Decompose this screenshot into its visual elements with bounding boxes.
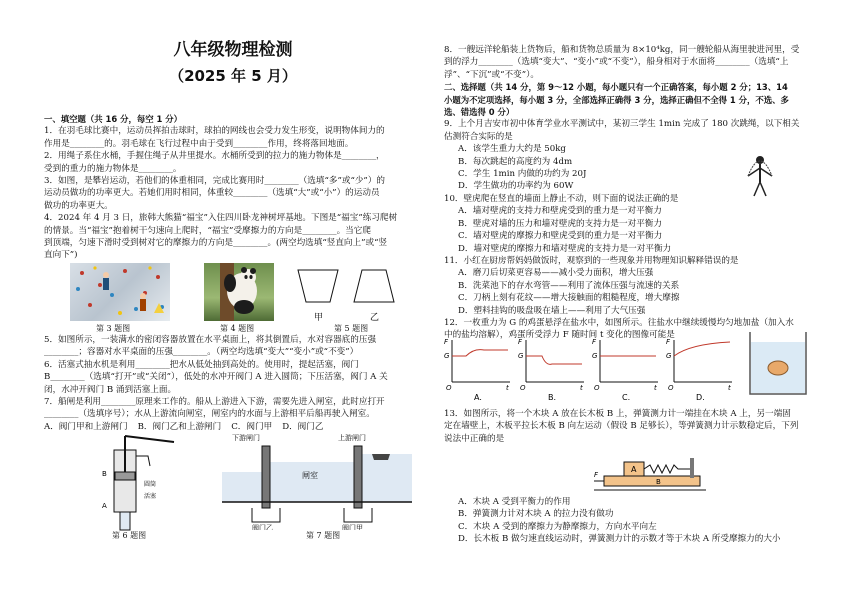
graph-b [518, 338, 584, 402]
q7-line2: ________（选填序号）；水从上游流向闸室，闸室内的水面与上游相平后船再驶入闸室。 [44, 409, 375, 420]
graph-c-axis-o: O [594, 384, 600, 392]
q2-line1: 2．用绳子系住水桶，手握住绳子从井里提水。水桶所受到的拉力的施力物体是________， [44, 151, 385, 162]
fig3-caption: 第 3 题图 [96, 324, 131, 333]
fig13-label-f: F [594, 471, 599, 479]
section2-heading-1: 二、选择题（共 14 分，第 9～12 小题，每小题只有一个正确答案，每小题 2 分；13、14 [444, 82, 788, 93]
q11-option-a[interactable]: A．磨刀后切菜更容易——减小受力面积，增大压强 [458, 268, 654, 279]
climbing-wall-image [70, 263, 170, 321]
q4-line1: 4．2024 年 4 月 3 日，旅韩大熊猫“福宝”入住四川卧龙神树坪基地。下图是“福宝”练习爬树 [44, 213, 398, 224]
q4-line3: 到顶端，匀速下滑时受到树对它的摩擦力的方向是________。(两空均选填“竖直向上”或“竖 [44, 238, 388, 249]
q7-option-c[interactable]: C．阀门甲 [231, 421, 273, 432]
egg-beaker-figure [744, 328, 812, 398]
graph-d [666, 338, 732, 402]
graph-b-axis-g: G [518, 352, 524, 360]
containers-figure [292, 266, 402, 324]
block-spring-figure [594, 456, 714, 492]
fig7-label-valve-jia: 阀门甲 [342, 524, 363, 530]
q7-option-b[interactable]: B．阀门乙和上游闸门 [137, 421, 222, 432]
q11-option-c[interactable]: C．刀柄上刻有花纹——增大接触面的粗糙程度，增大摩擦 [458, 293, 680, 304]
q12-graphs [444, 336, 734, 402]
q13-line3: 说法中正确的是 [444, 433, 505, 444]
fig13-label-b: B [656, 478, 661, 486]
fig5-caption: 第 5 题图 [334, 324, 369, 333]
graph-a [444, 338, 510, 402]
q5-line2: ________；容器对水平桌面的压强________。（两空均选填“变大”“变小”或“不变”） [44, 347, 359, 358]
q10-option-d[interactable]: D．墙对壁虎的摩擦力和墙对壁虎的支持力是一对平衡力 [458, 243, 672, 254]
section1-heading: 一、填空题（共 16 分，每空 1 分） [44, 114, 183, 124]
fig7-label-valve-yi: 阀门乙 [252, 524, 273, 530]
q3-line1: 3．如图，是攀岩运动，若他们的体重相同，完成比赛用时________（选填“多”或“少”）的 [44, 176, 386, 187]
q9-option-b[interactable]: B．每次跳起的高度约为 4dm [458, 156, 573, 167]
q9-line2: 估测符合实际的是 [444, 131, 513, 142]
q4-line4: 直向下”) [44, 250, 78, 261]
q11-option-d[interactable]: D．塑料挂钩的吸盘吸在墙上——利用了大气压强 [458, 305, 646, 316]
q7-option-a[interactable]: A．阀门甲和上游闸门 [44, 421, 128, 432]
q6-line2: B________（选填“打开”或“关闭”），低处的水冲开阀门 A 进入圆筒；下压活塞，阀门 A 关 [44, 372, 388, 383]
q13-option-c[interactable]: C．木块 A 受到的摩擦力为静摩擦力，方向水平向左 [458, 521, 657, 532]
q9-line1: 9．上个月吉安市初中体育学业水平测试中，某初三学生 1min 完成了 180 次跳绳，以下相关 [444, 119, 800, 130]
q13-option-d[interactable]: D．长木板 B 做匀速直线运动时，弹簧测力计的示数才等于木块 A 所受摩擦力的大小 [458, 534, 781, 545]
graph-c-axis-t: t [654, 384, 657, 392]
q6-line3: 闭，水冲开阀门 B 涌到活塞上面。 [44, 384, 177, 395]
graph-d-axis-g: G [666, 352, 672, 360]
graph-b-label: B. [548, 393, 557, 402]
fig4-caption: 第 4 题图 [220, 324, 255, 333]
fig7-label-lock-chamber: 闸室 [302, 471, 318, 480]
fig13-label-a: A [631, 465, 637, 474]
graph-d-label: D. [696, 393, 705, 402]
q6-line1: 6．活塞式抽水机是利用________把水从低处抽到高处的。使用时，提起活塞，阀门 [44, 359, 359, 370]
q13-line1: 13．如图所示，将一个木块 A 放在长木板 B 上，弹簧测力计一端挂在木块 A 上，另一端固 [444, 409, 791, 419]
graph-b-axis-f: F [518, 338, 523, 346]
panda-image [204, 263, 274, 321]
q2-line2: 受到的重力的施力物体是________。 [44, 163, 182, 174]
q9-option-c[interactable]: C．学生 1min 内做的功约为 20J [458, 169, 587, 180]
graph-c [592, 338, 658, 402]
q8-line3: 浮”、“下沉”或“不变”）。 [444, 69, 540, 80]
jump-rope-figure [740, 152, 780, 202]
q10-option-b[interactable]: B．壁虎对墙的压力和墙对壁虎的支持力是一对平衡力 [458, 218, 662, 229]
q1-line1: 1．在羽毛球比赛中，运动员挥拍击球时，球拍的网线也会受力发生形变，说明物体间力的 [44, 126, 385, 137]
graph-c-label: C. [622, 393, 631, 402]
fig6-caption: 第 6 题图 [112, 531, 147, 540]
exam-date: （2025 年 5 月） [169, 67, 297, 85]
graph-c-axis-g: G [592, 352, 598, 360]
fig7-caption: 第 7 题图 [306, 531, 341, 540]
fig6-label-a: A [102, 502, 107, 510]
q8-line2: 到的浮力________（选填“变大”、“变小”或“不变”），船身相对于水面将________（选填“上 [444, 57, 789, 68]
graph-b-axis-o: O [520, 384, 526, 392]
q12-line2: 中的盐均溶解），鸡蛋所受浮力 F 随时间 t 变化的图像可能是 [444, 330, 675, 341]
containers-diagram [292, 266, 402, 324]
q3-line3: 做功的功率更大。 [44, 200, 113, 211]
q8-line1: 8．一艘远洋轮船装上货物后，船和货物总质量为 8×10⁴kg，同一艘轮船从海里驶进河里，受 [444, 45, 800, 55]
q13-option-b[interactable]: B．弹簧测力计对木块 A 的拉力没有做功 [458, 509, 614, 520]
pump-figure [84, 432, 194, 532]
graph-c-axis-f: F [592, 338, 597, 346]
graph-d-axis-o: O [668, 384, 674, 392]
graph-a-label: A. [474, 393, 482, 402]
q11-option-b[interactable]: B．洗菜池下的存水弯管——利用了流体压强与流速的关系 [458, 280, 680, 291]
q3-line2: 运动员做功的功率更大。若她们用时相同，体重较________（选填“大”或“小”）的运动员 [44, 188, 380, 199]
graph-a-axis-f: F [444, 338, 449, 346]
fig7-label-downstream-gate: 下游闸门 [232, 434, 260, 442]
q11-stem: 11．小红在厨房帮妈妈做饭时，观察到的一些现象并用物理知识解释错误的是 [444, 255, 739, 266]
q4-line2: 的情景。当“福宝”抱着树干匀速向上爬时，“福宝”受摩擦力的方向是________。当它爬 [44, 225, 371, 236]
q13-option-a[interactable]: A．木块 A 受到平衡力的作用 [458, 497, 571, 507]
ship-lock-figure [222, 432, 412, 530]
q12-line1: 12．一枚重力为 G 的鸡蛋悬浮在盐水中，如图所示。往盐水中继续缓慢均匀地加盐（加入水 [444, 317, 794, 328]
q7-line1: 7．船闸是利用________原理来工作的。船从上游进入下游，需要先进入闸室，此时应打开 [44, 397, 385, 408]
section2-heading-2: 小题为不定项选择，每小题 3 分，全部选择正确得 3 分，选择正确但不全得 1 分，不选、多 [444, 94, 789, 105]
fig6-label-piston: 活塞 [144, 493, 157, 500]
q10-stem: 10．壁虎爬在竖直的墙面上静止不动，则下面的说法正确的是 [444, 193, 679, 204]
graph-d-axis-t: t [728, 384, 731, 392]
q1-line2: 作用是________的。羽毛球在飞行过程中由于受到________作用，终将落回地面。 [44, 138, 354, 149]
graph-a-axis-g: G [444, 352, 450, 360]
q7-option-d[interactable]: D．阀门乙 [282, 421, 324, 432]
q9-option-d[interactable]: D．学生做功的功率约为 60W [458, 181, 574, 192]
fig6-label-b: B [102, 470, 107, 478]
label-yi: 乙 [370, 313, 380, 323]
q9-option-a[interactable]: A．该学生重力大约是 50kg [458, 144, 566, 155]
graph-a-axis-o: O [446, 384, 452, 392]
q5-line1: 5．如图所示，一装满水的密闭容器放置在水平桌面上，将其倒置后，水对容器底的压强 [44, 335, 377, 345]
label-jia: 甲 [314, 313, 324, 323]
q10-option-a[interactable]: A．墙对壁虎的支持力和壁虎受到的重力是一对平衡力 [458, 206, 662, 217]
graph-b-axis-t: t [580, 384, 583, 392]
q10-option-c[interactable]: C．墙对壁虎的摩擦力和壁虎受到的重力是一对平衡力 [458, 231, 663, 242]
page-title: 八年级物理检测 [173, 40, 293, 60]
fig7-label-upstream-gate: 上游闸门 [338, 434, 366, 442]
fig6-label-cylinder: 圆筒 [144, 481, 157, 488]
graph-d-axis-f: F [666, 338, 671, 346]
section2-heading-3: 选、错选得 0 分） [444, 107, 515, 118]
graph-a-axis-t: t [506, 384, 509, 392]
q13-line2: 定在墙壁上，木板平拉长木板 B 向左运动（假设 B 足够长），等弹簧测力计示数稳定后，下列 [444, 421, 799, 432]
